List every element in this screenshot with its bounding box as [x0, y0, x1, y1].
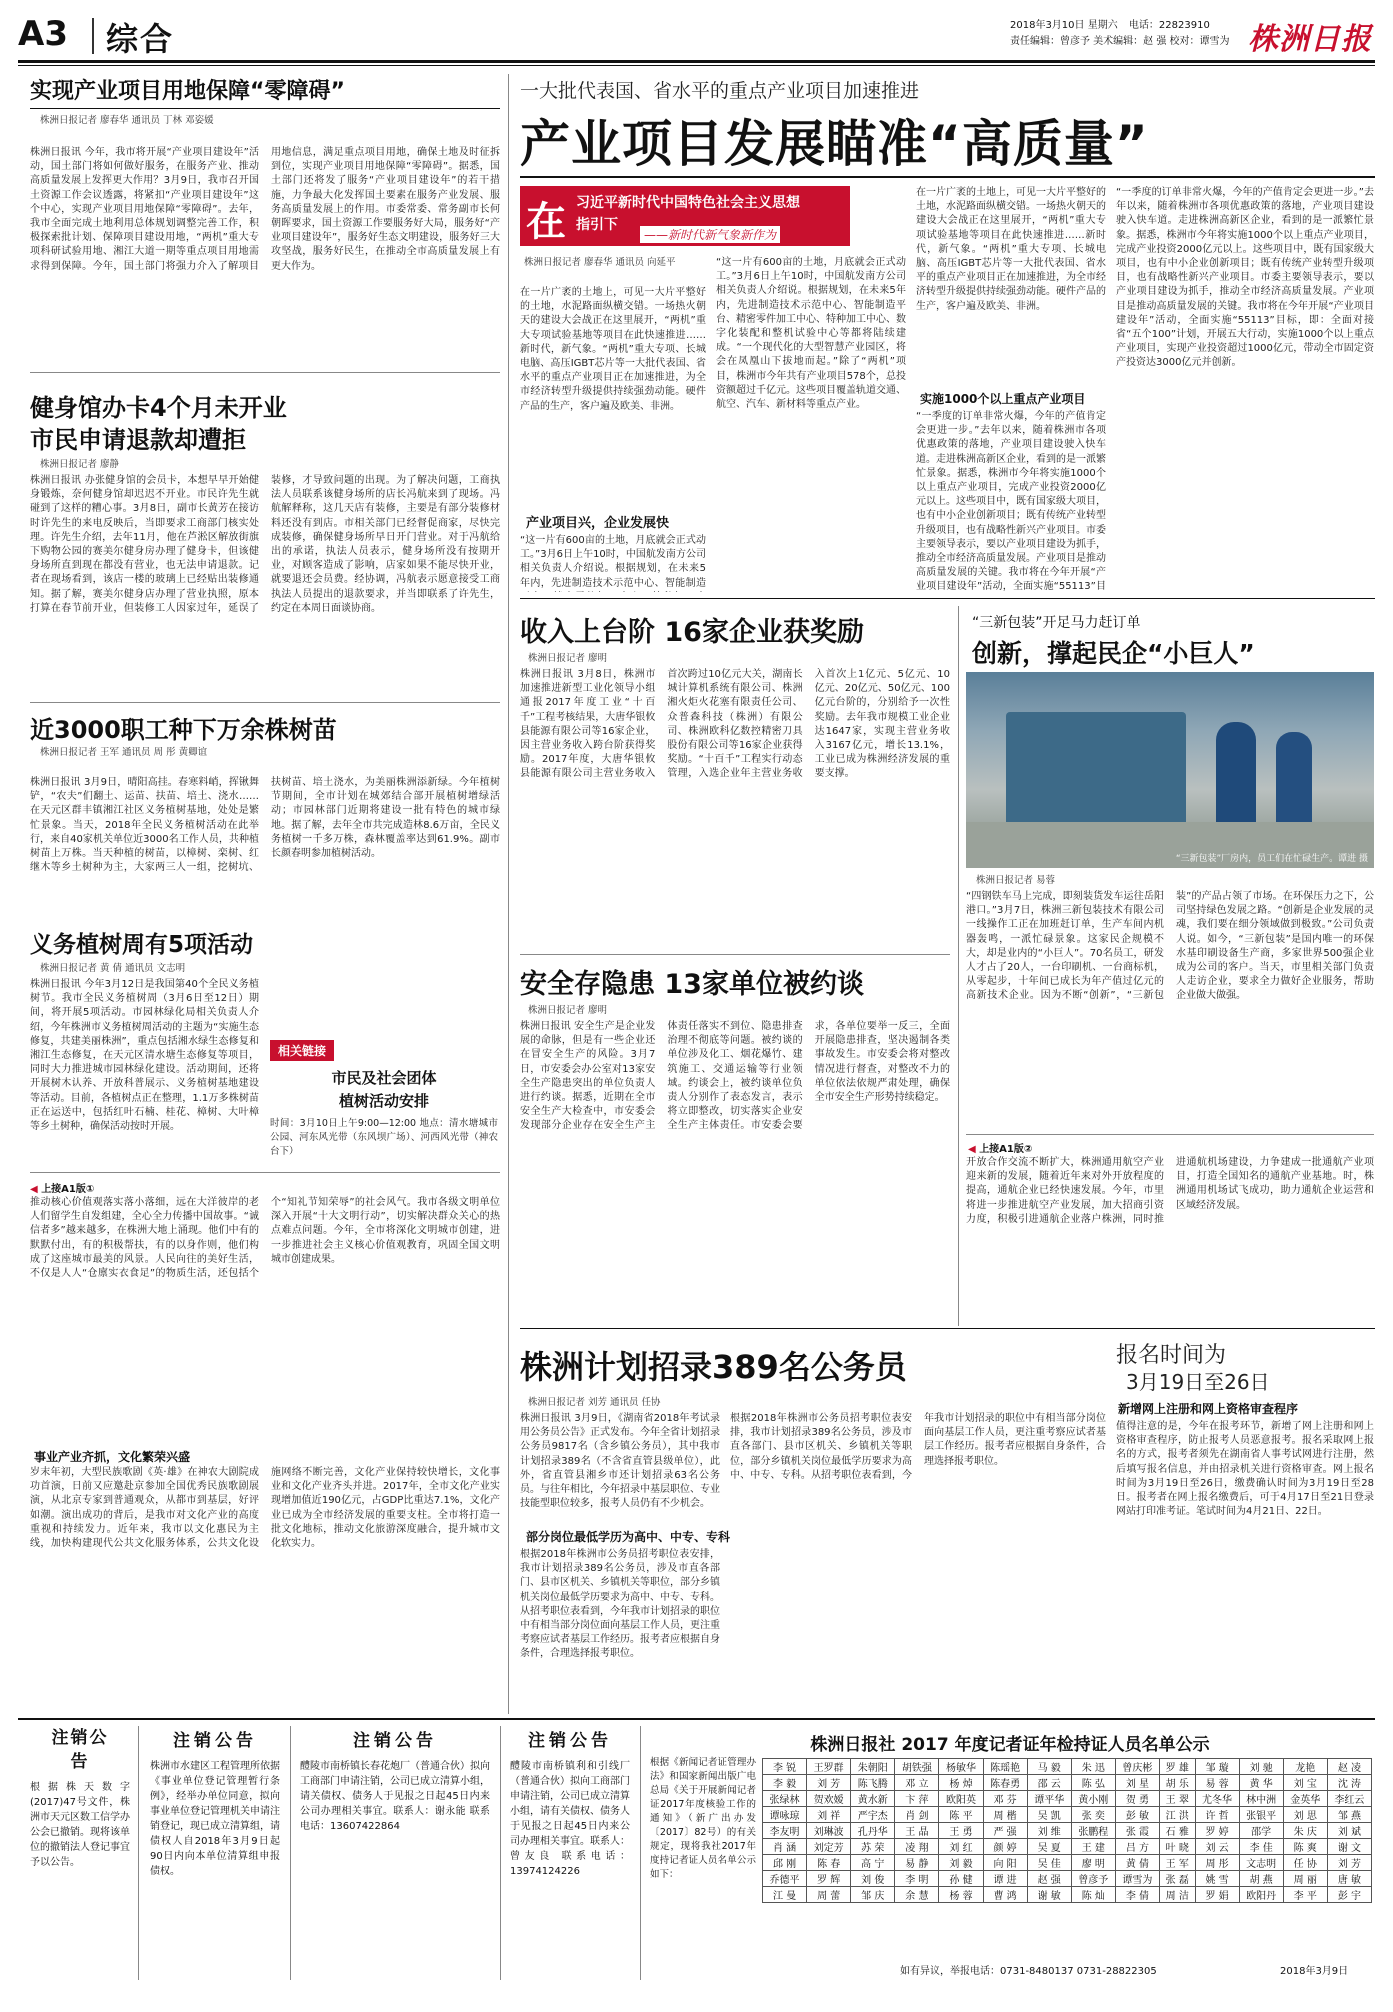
roster-name: 杨 蓉	[939, 1887, 983, 1903]
roster-name: 沈 涛	[1327, 1775, 1371, 1791]
article-gym-body: 株洲日报讯 办张健身馆的会员卡，本想早早开始健身锻炼，奈何健身馆却迟迟不开业。市民许先生就碰到了这样的糟心事。3月8日，副市长黄芳在接访时许先生的来电反映后，当即要求工商部门核实处理。许先生介绍，去年11月，他在芦淞区解放街旗下购物公园的赛美尔健身房办理了健身卡，但该健身场所直到现在都没有营业，也无法申请退款。记者在现场看到，该店一楼的玻璃上已经贴出装修通知。据了解，赛美尔健身店办理了营业执照，原本打算在春节前开业，但装修工人因家过年，延误了装修，才导致问题的出现。为了解决问题，工商执法人员联系该健身场所的店长冯航来到了现场。冯航解释称，这几天店有装修，主要是有部分装修材料还没有到店。市相关部门已经督促商家，尽快完成装修，确保健身场所早日开门营业。对于冯航给出的承诺，执法人员表示，健身场所没有按期开业，对顾客造成了影响，店家如果不能尽快开业，就要退还会员费。经协调，冯航表示愿意接受工商执法人员提出的退款要求，并当即联系了许先生，约定在本周日面谈协商。	[30, 475, 500, 614]
article-civil-side-title1: 报名时间为	[1116, 1343, 1227, 1368]
roster-name: 邓 立	[895, 1775, 939, 1791]
roster-name: 李红云	[1327, 1791, 1371, 1807]
article-land-body: 株洲日报讯 今年，我市将开展“产业项目建设年”活动，国土部门将如何做好服务，在服务产业、推动高质量发展上发挥更大作用？3月9日，我市召开国土资源工作会议透露，将紧扣“产业项目建设年”这个中心，实现产业项目用地保障“零障碍”。去年，我市全面完成土地利用总体规划调整完善工作，积极探索批计划、保障项目建设用地，“两机”重大专项科研试验用地、湘江大道一期等重点项目用地需求得到保障。今年，国土部门将强力介入了解项目用地信息，满足重点项目用地，确保土地及时征拆到位，实现产业项目用地保障“零障碍”。据悉，国土部门还将发了服务“产业项目建设年”的若干措施，力争最大化发挥国土要素在服务产业发展、服务高质量发展上的作用。市委常委、常务副市长何朝晖要求，国土资源工作要服务好大局，服务好“产业项目建设年”，服务好生态文明建设，服务好三大攻坚战，服务好民生，在推动全市高质量发展上有更大作为。	[30, 147, 500, 272]
roster-name: 卞 萍	[895, 1791, 939, 1807]
article-aviation-body: 开放合作交流不断扩大，株洲通用航空产业迎来新的发展，随着近年来对外开放程度的提高，通航企业已经快速发展。今年，市里将进一步推进航空产业发展，加大招商引资力度，积极引进通航企业落户株洲，同时推进通航机场建设，力争建成一批通航产业项目，打造全国知名的通航产业基地。时，株洲通用机场试飞成功，助力通航企业运营和区域经济发展。	[966, 1157, 1374, 1225]
article-civil-body: 株洲日报讯 3月9日，《湖南省2018年考试录用公务员公告》正式发布。今年全省计划招录公务员9817名（含乡镇公务员），其中我市计划招录389名（不含省直管县级单位），此外，省直管县湘乡市还计划招录63名公务员。与往年相比，今年招录中基层职位、专业技能型职位较多，报考人员仍有不少机会。	[520, 1413, 720, 1510]
roster-name: 王 晶	[895, 1823, 939, 1839]
roster-name: 杨敏华	[939, 1759, 983, 1775]
roster-name: 曾庆彬	[1115, 1759, 1159, 1775]
article-civil-title: 株洲计划招录389名公务员	[520, 1348, 907, 1386]
roster-name: 龙艳	[1283, 1759, 1327, 1775]
roster-name: 贺欢嫒	[807, 1791, 851, 1807]
roster-name: 朱 庆	[1283, 1823, 1327, 1839]
roster-name: 罗 雄	[1159, 1759, 1195, 1775]
roster-name: 陈 爽	[1283, 1839, 1327, 1855]
feature-body-col3: 在一片广袤的土地上，可见一大片平整好的土地，水泥路面纵横交错。一场热火朝天的建设大会战正在这里展开，“两机”重大专项试验基地等项目在此快速推进……新时代，新气象。“两机”重大专项、长城电脑、高压IGBT芯片等一大批代表国、省水平的重点产业项目正在加速推进，为全市经济转型升级提供持续强劲动能。硬件产品的生产，客户遍及欧美、非洲。	[916, 187, 1106, 312]
roster-name: 石 雅	[1159, 1823, 1195, 1839]
roster-name: 李 毅	[763, 1775, 807, 1791]
roster-footer: 如有异议，举报电话：0731-8480137 0731-28822305	[900, 1966, 1157, 1977]
roster-row	[763, 1791, 1372, 1807]
roster-name: 刘 芳	[1327, 1855, 1371, 1871]
roster-name: 孔丹华	[851, 1823, 895, 1839]
roster-name: 邱 刚	[763, 1855, 807, 1871]
roster-name: 李 倩	[1115, 1887, 1159, 1903]
banner-line2: 指引下	[576, 217, 618, 233]
roster-name: 黄 倩	[1115, 1855, 1159, 1871]
roster-name: 刘 星	[1115, 1775, 1159, 1791]
roster-name: 江 洪	[1159, 1807, 1195, 1823]
roster-name: 陈飞腾	[851, 1775, 895, 1791]
roster-name: 陈春勇	[983, 1775, 1027, 1791]
roster-name: 罗 辉	[807, 1871, 851, 1887]
divider	[30, 372, 500, 373]
factory-photo	[966, 672, 1374, 868]
article-trees-byline: 株洲日报记者 王军 通讯员 周 彤 黄卿谊	[40, 747, 208, 758]
notice-text: 株洲市水建区工程管理所依据《事业单位登记管理暂行条例》，经举办单位同意，拟向事业单位登记管理机关申请注销登记，现已成立清算组，请债权人自2018年3月9日起90日内向本单位清算组申报债权。	[150, 1761, 280, 1877]
article-sanxin-byline: 株洲日报记者 易蓉	[976, 875, 1056, 886]
notice-text: 根据株天数字(2017)47号文件，株洲市天元区数工信学办公会已撤销。现将该单位的撤销法人登记事宜予以公告。	[30, 1782, 130, 1868]
feature-body-col4: “一季度的订单非常火爆，今年的产值肯定会更进一步。”去年以来，随着株洲市各项优惠政策的落地，产业项目建设驶入快车道。走进株洲高新区企业，看到的是一派繁忙景象。据悉，株洲市今年将实施1000个以上重点产业项目，完成产业投资2000亿元以上。这些项目中，既有国家级大项目，也有中小企业创新项目；既有传统产业转型升级项目，也有战略性新兴产业项目。市委主要领导表示，要以产业项目建设为抓手，推动全市经济高质量发展。产业项目是推动高质量发展的关键。我市将在今年开展“产业项目建设年”活动，全面实施“55113”目标，即：全面对接省“五个100”计划，开展五大行动，实施1000个以上重点产业项目，实现产业投资超过1000亿元，带动全市固定资产投资达3000亿元并创新。	[1116, 187, 1374, 369]
roster-name: 易 蓉	[1195, 1775, 1239, 1791]
roster-title: 株洲日报社 2017 年度记者证年检持证人员名单公示	[810, 1735, 1210, 1755]
roster-name: 林中洲	[1239, 1791, 1283, 1807]
masthead-date	[1010, 16, 1210, 31]
notice-divider	[138, 1726, 139, 1980]
roster-name: 李 平	[1283, 1887, 1327, 1903]
roster-name: 罗 婷	[1195, 1823, 1239, 1839]
roster-name: 许 哲	[1195, 1807, 1239, 1823]
roster-name: 张 奕	[1071, 1807, 1115, 1823]
roster-name: 刘定芳	[807, 1839, 851, 1855]
roster-name: 周 洁	[1159, 1887, 1195, 1903]
roster-row	[763, 1855, 1372, 1871]
roster-table-wrap	[762, 1758, 1372, 1903]
roster-name: 乔德平	[763, 1871, 807, 1887]
roster-table	[762, 1758, 1372, 1903]
roster-name: 李 明	[895, 1871, 939, 1887]
roster-name: 陈 弘	[1071, 1775, 1115, 1791]
continued-arrow-icon: ◀	[30, 1184, 38, 1195]
roster-name: 王 军	[1159, 1855, 1195, 1871]
roster-row	[763, 1871, 1372, 1887]
roster-name: 凌 翔	[895, 1839, 939, 1855]
page-number: A3	[18, 14, 68, 54]
notice-1	[30, 1726, 130, 1980]
article-safety-title: 安全存隐患 13家单位被约谈	[520, 969, 864, 1000]
roster-name: 吕 方	[1115, 1839, 1159, 1855]
roster-row	[763, 1887, 1372, 1903]
masthead-divider	[92, 18, 94, 54]
feature-subhead1: 产业项目兴，企业发展快	[526, 516, 670, 531]
notice-text: 醴陵市南桥镇利和引线厂（普通合伙）拟向工商部门申请注销，公司已成立清算小组，请有关债权、债务人于见报之日起45日内来公司办理相关事宜。联系人：曾友良 联系电话：13974124226	[510, 1761, 630, 1877]
masthead-editors: 责任编辑：曾彦予 美术编辑：赵 强 校对：谭雪为	[1010, 36, 1230, 47]
feature-kicker: 一大批代表国、省水平的重点产业项目加速推进	[520, 80, 920, 102]
continued-arrow-icon: ◀	[968, 1144, 976, 1155]
roster-name: 黄小刚	[1071, 1791, 1115, 1807]
article-civil-byline: 株洲日报记者 刘芳 通讯员 任协	[528, 1397, 661, 1408]
roster-name: 肖 剑	[895, 1807, 939, 1823]
roster-name: 周 彤	[1195, 1855, 1239, 1871]
feature-body-col2: “这一片有600亩的土地，月底就会正式动工。”3月6日上午10时，中国航发南方公司相关负责人介绍说。根据规划，在未来5年内，先进制造技术示范中心、智能制造平台、精密零件加工中心、特种加工中心、数字化装配和整机试验中心等都将陆续建成。“一个现代化的大型智慧产业园区，将会在凤凰山下拔地而起。”除了“两机”项目，株洲市今年共有产业项目578个，总投资额超过千亿元。这些项目覆盖轨道交通、航空、汽车、新材料等重点产业。	[716, 257, 906, 411]
article-trees-title: 近3000职工种下万余株树苗	[30, 716, 337, 744]
roster-row	[763, 1775, 1372, 1791]
roster-name: 严 强	[983, 1823, 1027, 1839]
article-gym-title1: 健身馆办卡4个月未开业	[30, 394, 287, 422]
roster-row	[763, 1759, 1372, 1775]
article-land-title: 实现产业项目用地保障“零障碍”	[30, 79, 345, 104]
feature-title: 产业项目发展瞄准“高质量”	[520, 115, 1149, 173]
roster-name: 向 阳	[983, 1855, 1027, 1871]
related-link-box	[270, 1040, 498, 1164]
rule	[520, 598, 1375, 599]
roster-name: 姚 雪	[1195, 1871, 1239, 1887]
roster-name: 刘 思	[1283, 1807, 1327, 1823]
article-trees-body: 株洲日报讯 3月9日，晴阳高挂。春寒料峭，挥锹舞铲，“农夫”们翻土、运苗、扶苗、培土、浇水……在天元区群丰镇湘江社区义务植树基地，处处是繁忙景象。当天，2018年全民义务植树活动在此举行，来自40家机关单位近3000名工作人员，共种植树苗上万株。当天种植的树苗，以樟树、栾树、红继木等乡土树种为主，大家两三人一组，挖树坑、扶树苗、培土浇水，为美丽株洲添新绿。今年植树节期间，全市计划在城郊结合部开展植树增绿活动；市园林部门近期将建设一批有特色的城市绿地。据了解，去年全市共完成造林8.6万亩，全民义务植树一千多万株，森林覆盖率达到61.9%。副市长颜春明参加植树活动。	[30, 777, 500, 874]
roster-name: 谭平华	[1027, 1791, 1071, 1807]
roster-name: 杨 焯	[939, 1775, 983, 1791]
roster-name: 周 蕾	[807, 1887, 851, 1903]
roster-name: 胡铁强	[895, 1759, 939, 1775]
roster-name: 刘琳波	[807, 1823, 851, 1839]
newspaper-logo: 株洲日报	[1248, 22, 1372, 57]
continued-tag-text: 上接A1版①	[41, 1184, 95, 1195]
column-separator	[958, 606, 959, 1326]
divider	[30, 1172, 500, 1173]
roster-name: 谭咏琼	[763, 1807, 807, 1823]
article-safety-body: 株洲日报讯 安全生产是企业发展的命脉，但是有一些企业还在冒安全生产的风险。3月7日，市安委会办公室对13家安全生产隐患突出的单位负责人进行约谈。据悉，近期在全市安全生产大检查中，市安委会发现部分企业存在安全生产主体责任落实不到位、隐患排查治理不彻底等问题。被约谈的单位涉及化工、烟花爆竹、建筑施工、交通运输等行业领域。约谈会上，被约谈单位负责人分别作了表态发言，表示将立即整改，切实落实企业安全生产主体责任。市安委会要求，各单位要举一反三，全面开展隐患排查，坚决遏制各类事故发生。市安委会将对整改情况进行督查，对整改不力的单位依法依规严肃处理，确保全市安全生产形势持续稳定。	[520, 1021, 950, 1132]
article-civil-subhead2: 新增网上注册和网上资格审查程序	[1118, 1402, 1299, 1416]
roster-name: 刘 俊	[851, 1871, 895, 1887]
roster-name: 肖 涵	[763, 1839, 807, 1855]
notice-divider	[640, 1726, 641, 1980]
article-civil-body3: 值得注意的是，今年在报考环节，新增了网上注册和网上资格审查程序，防止报考人员恶意报考。报名采取网上报名的方式，报考者须先在湖南省人事考试网进行注册，然后填写报名信息，并由招录机关进行资格审查。网上报名时间为3月19日至26日，缴费确认时间为3月19日至28日。报考者在网上报名缴费后，可于4月17日至21日登录网站打印准考证。笔试时间为4月21日、22日。	[1116, 1421, 1374, 1518]
notice-2	[150, 1726, 280, 1980]
notice-divider	[500, 1726, 501, 1980]
roster-name: 陈 春	[807, 1855, 851, 1871]
article-gym-title2: 市民申请退款却遭拒	[30, 426, 246, 454]
article-culture-body2: 岁末年初，大型民族歌剧《英·雄》在神农大剧院成功首演，日前又应邀赴京参加全国优秀民族歌剧展演，从北京专家到普通观众，从都市到基层，好评如潮。演出成功的背后，是我市对文化产业的高度重视和持续发力。近年来，我市以文化惠民为主线，加快构建现代公共文化服务体系，公共文化设施网络不断完善，文化产业保持较快增长，文化事业和文化产业齐头并进。2017年，全市文化产业实现增加值近190亿元，占GDP比重达7.1%，文化产业已成为全市经济发展的重要支柱。全市将打造一批文化地标，推动文化旅游深度融合，提升城市文化软实力。	[30, 1467, 500, 1550]
article-plant-week-title: 义务植树周有5项活动	[30, 932, 254, 958]
roster-name: 邓 芬	[983, 1791, 1027, 1807]
notice-text: 醴陵市南桥镇长春花炮厂（普通合伙）拟向工商部门申请注销，公司已成立清算小组，请关债权、债务人于见报之日起45日内来公司办理相关事宜。联系人：谢永能 联系电话：13607422864	[300, 1761, 490, 1832]
roster-name: 孙 健	[939, 1871, 983, 1887]
roster-name: 彭 宇	[1327, 1887, 1371, 1903]
roster-name: 唐 敏	[1327, 1871, 1371, 1887]
roster-intro: 根据《新闻记者证管理办法》和国家新闻出版广电总局《关于开展新闻记者证2017年度核验工作的通知》（新广出办发〔2017〕82号）的有关规定，现将我社2017年度持记者证人员名单公示如下：	[650, 1757, 756, 1880]
roster-name: 朱朝阳	[851, 1759, 895, 1775]
roster-name: 廖 明	[1071, 1855, 1115, 1871]
notice-title: 注销公告	[353, 1731, 437, 1751]
roster-name: 曾彦予	[1071, 1871, 1115, 1887]
roster-name: 高 宁	[851, 1855, 895, 1871]
roster-name: 谭 进	[983, 1871, 1027, 1887]
article-income-body: 株洲日报讯 3月8日，株洲市加速推进新型工业化领导小组通报2017年度工业“十百千”工程考核结果，大唐华银攸县能源有限公司等16家企业，因主营业务收入跨台阶获得奖励。2017年度，大唐华银攸县能源有限公司主营业务收入首次跨过10亿元大关，湖南长城计算机系统有限公司、株洲湘火炬火花塞有限责任公司、众普森科技（株洲）有限公司、株洲欧科亿数控精密刀具股份有限公司等16家企业获得奖励。“十百千”工程实行动态管理，入选企业年主营业务收入首次上1亿元、5亿元、10亿元、20亿元、50亿元、100亿元台阶的，分别给予一次性奖励。去年我市规模工业企业达1647家，实现主营业务收入3167亿元，增长13.1%，工业已成为株洲经济发展的重要支撑。	[520, 669, 950, 780]
roster-name: 胡 燕	[1239, 1871, 1283, 1887]
roster-name: 张绿林	[763, 1791, 807, 1807]
article-plant-week-body: 株洲日报讯 今年3月12日是我国第40个全民义务植树节。我市全民义务植树周（3月6日至12日）期间，将开展5项活动。市园林绿化局相关负责人介绍，今年株洲市义务植树周活动的主题为“实施生态修复，共建美丽株洲”，重点包括湘水绿生态修复和湘江生态修复，在天元区清水塘生态修复等项目，同时大力推进城市园林绿化建设。活动期间，还将开展树木认养、开放科普展示、义务植树基地建设等活动。目前，各植树点正在整理，1.1万多株树苗正在运送中，包括红叶石楠、桂花、樟树、大叶樟等乡土树种，确保活动按时开展。	[30, 979, 259, 1133]
continued-tag-2	[968, 1140, 1032, 1155]
roster-name: 陈 灿	[1071, 1887, 1115, 1903]
rule	[520, 176, 1375, 178]
rule	[520, 1328, 1375, 1329]
roster-name: 邵 云	[1027, 1775, 1071, 1791]
roster-name: 余 慧	[895, 1887, 939, 1903]
related-link-text: 时间：3月10日上午9:00—12:00 地点：清水塘城市公园、河东风光带（东风坝广场）、河西风光带（神农台下）	[270, 1118, 498, 1158]
notice-3	[300, 1726, 490, 1980]
roster-name: 陈瑶艳	[983, 1759, 1027, 1775]
article-income-title: 收入上台阶 16家企业获奖励	[520, 617, 864, 648]
article-sanxin-title: 创新，撑起民企“小巨人”	[972, 639, 1255, 668]
roster-name: 陈 平	[939, 1807, 983, 1823]
roster-row	[763, 1823, 1372, 1839]
roster-name: 谭雪为	[1115, 1871, 1159, 1887]
roster-name: 张银平	[1239, 1807, 1283, 1823]
roster-name: 邹 璇	[1195, 1759, 1239, 1775]
continued-tag-text: 上接A1版②	[979, 1144, 1033, 1155]
roster-name: 黄水新	[851, 1791, 895, 1807]
column-separator	[508, 74, 509, 1714]
article-sanxin-body: “四钢铁车马上完成，即刻装货发车运往岳阳港口。”3月7日，株洲三新包装技术有限公司一线操作工正在加班赶订单，生产车间内机器轰鸣，一派忙碌景象。这家民企规模不大，却是业内的“小巨人”。70名员工，研发人才占了20人，一台印刷机、一台商标机，从零起步，十年间已成长为年产值过亿元的高新技术企业。因为不断“创新”，“三新包装”的产品占领了市场。在环保压力之下，公司坚持绿色发展之路。“创新是企业发展的灵魂，我们要在细分领域做到极致。”公司负责人说。如今，“三新包装”是国内唯一的环保水基印刷设备生产商，多家世界500强企业成为公司的客户。当天，市里相关部门负责人走访企业，要求全力做好企业服务，帮助企业做大做强。	[966, 891, 1374, 1002]
roster-name: 赵 强	[1027, 1871, 1071, 1887]
notice-4	[510, 1726, 630, 1980]
roster-name: 严宇杰	[851, 1807, 895, 1823]
roster-name: 刘 驰	[1239, 1759, 1283, 1775]
roster-name: 文志明	[1239, 1855, 1283, 1871]
roster-name: 贺 勇	[1115, 1791, 1159, 1807]
divider	[966, 1134, 1374, 1135]
roster-name: 刘 祥	[807, 1807, 851, 1823]
divider	[30, 702, 500, 703]
feature-body: 在一片广袤的土地上，可见一大片平整好的土地，水泥路面纵横交错。一场热火朝天的建设大会战正在这里展开，“两机”重大专项试验基地等项目在此快速推进……新时代，新气象。“两机”重大专项、长城电脑、高压IGBT芯片等一大批代表国、省水平的重点产业项目正在加速推进，为全市经济转型升级提供持续强劲动能。硬件产品的生产，客户遍及欧美、非洲。	[520, 287, 706, 412]
date-text: 2018年3月10日 星期六	[1010, 20, 1118, 31]
roster-name: 张鹏程	[1071, 1823, 1115, 1839]
roster-name: 谢 文	[1327, 1839, 1371, 1855]
roster-name: 尤冬华	[1195, 1791, 1239, 1807]
roster-name: 刘 宝	[1283, 1775, 1327, 1791]
roster-name: 刘 红	[939, 1839, 983, 1855]
article-civil-body-cols: 根据2018年株洲市公务员招考职位表安排，我市计划招录389名公务员，涉及市直各部门、县市区机关、乡镇机关等职位，部分乡镇机关岗位最低学历要求为高中、中专、专科。从招考职位表看到，今年我市计划招录的职位中有相当部分岗位面向基层工作人员，更注重考察应试者基层工作经历。报考者应根据自身条件，合理选择报考职位。	[730, 1413, 1106, 1481]
roster-name: 张 霞	[1115, 1823, 1159, 1839]
article-income-byline: 株洲日报记者 廖明	[528, 653, 608, 664]
banner-line1: 习近平新时代中国特色社会主义思想	[576, 195, 800, 211]
related-link-title2: 植树活动安排	[338, 1092, 429, 1110]
roster-name: 邹 燕	[1327, 1807, 1371, 1823]
section-title: 综合	[106, 20, 175, 58]
divider	[520, 954, 950, 955]
notice-title: 注销公告	[51, 1728, 109, 1772]
roster-name: 邵学	[1239, 1823, 1283, 1839]
roster-name: 马 毅	[1027, 1759, 1071, 1775]
roster-name: 胡 乐	[1159, 1775, 1195, 1791]
roster-name: 王罗群	[807, 1759, 851, 1775]
article-culture-body: 推动核心价值观落实落小落细，远在大洋彼岸的老人们留学生自发组建，全心全力传播中国故事。“诚信者多”越来越多，在株洲大地上涌现。他们中有的默默付出，有的积极帮扶，有的以身作则，他们构成了这座城市最美的风景。人民向往的美好生活，不仅是人人“仓廪实衣食足”的物质生活，还包括个个“知礼节知荣辱”的社会风气。我市各级文明单位深入开展“十大文明行动”，切实解决群众关心的热点难点问题。今年，全市将深化文明城市创建，进一步推进社会主义核心价值观教育，巩固全国文明城市创建成果。	[30, 1197, 500, 1280]
roster-name: 罗 娟	[1195, 1887, 1239, 1903]
roster-name: 叶 晓	[1159, 1839, 1195, 1855]
banner-big-char: 在	[526, 198, 566, 245]
masthead-rule	[18, 60, 1375, 63]
article-civil-side-title2: 3月19日至26日	[1126, 1370, 1270, 1394]
roster-name: 刘 维	[1027, 1823, 1071, 1839]
feature-body2: “这一片有600亩的土地，月底就会正式动工。”3月6日上午10时，中国航发南方公司相关负责人介绍说。根据规划，在未来5年内，先进制造技术示范中心、智能制造	[520, 535, 706, 589]
roster-name: 张 磊	[1159, 1871, 1195, 1887]
roster-name: 王 建	[1071, 1839, 1115, 1855]
roster-name: 周 丽	[1283, 1871, 1327, 1887]
roster-name: 刘 芳	[807, 1775, 851, 1791]
notice-divider	[290, 1726, 291, 1980]
phone-text: 电话：22823910	[1128, 20, 1210, 31]
notice-title: 注销公告	[173, 1731, 257, 1751]
feature-subhead2: 实施1000个以上重点产业项目	[920, 392, 1086, 406]
article-culture-subhead: 事业产业齐抓，文化繁荣兴盛	[34, 1450, 191, 1464]
feature-byline: 株洲日报记者 廖春华 通讯员 向延平	[524, 257, 676, 268]
rule	[30, 108, 500, 109]
notices-rule	[18, 1718, 1375, 1720]
roster-name: 欧阳丹	[1239, 1887, 1283, 1903]
roster-name: 周 楷	[983, 1807, 1027, 1823]
roster-name: 颜 婷	[983, 1839, 1027, 1855]
feature-body3: “一季度的订单非常火爆，今年的产值肯定会更进一步。”去年以来，随着株洲市各项优惠政策的落地，产业项目建设驶入快车道。走进株洲高新区企业，看到的是一派繁忙景象。据悉，株洲市今年将实施1000个以上重点产业项目，完成产业投资2000亿元以上。这些项目中，既有国家级大项目，也有中小企业创新项目；既有传统产业转型升级项目，也有战略性新兴产业项目。市委主要领导表示，要以产业项目建设为抓手，推动全市经济高质量发展。产业项目是推动高质量发展的关键。我市将在今年开展“产业项目建设年”活动，全面实施“55113”目	[916, 411, 1106, 592]
roster-name: 谢 敏	[1027, 1887, 1071, 1903]
related-link-title1: 市民及社会团体	[331, 1069, 437, 1087]
roster-name: 曹 鸿	[983, 1887, 1027, 1903]
photo-caption: “三新包装”厂房内，员工们在忙碌生产。谭进 摄	[1175, 854, 1368, 864]
roster-name: 王 翠	[1159, 1791, 1195, 1807]
roster-row	[763, 1839, 1372, 1855]
roster-name: 朱 迅	[1071, 1759, 1115, 1775]
roster-name: 金英华	[1283, 1791, 1327, 1807]
masthead-rule-thin	[18, 65, 1375, 66]
roster-name: 邹 庆	[851, 1887, 895, 1903]
roster-name: 刘 毅	[939, 1855, 983, 1871]
article-civil-subhead1: 部分岗位最低学历为高中、中专、专科	[526, 1530, 731, 1544]
notice-title: 注销公告	[528, 1731, 612, 1751]
roster-row	[763, 1807, 1372, 1823]
article-land-byline: 株洲日报记者 廖春华 通讯员 丁林 邓姿媛	[40, 115, 214, 126]
roster-date: 2018年3月9日	[1280, 1966, 1349, 1977]
roster-name: 任 协	[1283, 1855, 1327, 1871]
banner-line3: ——新时代新气象新作为	[640, 226, 780, 243]
worker-figure	[1276, 732, 1312, 832]
related-link-tag: 相关链接	[270, 1040, 334, 1061]
article-sanxin-kicker: “三新包装”开足马力赶订单	[972, 615, 1141, 631]
roster-name: 黄 华	[1239, 1775, 1283, 1791]
machine-shape	[1006, 712, 1186, 832]
roster-name: 李 锐	[763, 1759, 807, 1775]
roster-name: 赵 凌	[1327, 1759, 1371, 1775]
article-civil-body2: 根据2018年株洲市公务员招考职位表安排，我市计划招录389名公务员，涉及市直各部门、县市区机关、乡镇机关等职位，部分乡镇机关岗位最低学历要求为高中、中专、专科。从招考职位表看到，今年我市计划招录的职位中有相当部分岗位面向基层工作人员，更注重考察应试者基层工作经历。报考者应根据自身条件，合理选择报考职位。	[520, 1549, 720, 1660]
article-gym-byline: 株洲日报记者 廖静	[40, 459, 120, 470]
roster-name: 吴 佳	[1027, 1855, 1071, 1871]
roster-name: 吴 夏	[1027, 1839, 1071, 1855]
roster-name: 易 静	[895, 1855, 939, 1871]
roster-name: 李友明	[763, 1823, 807, 1839]
worker-figure	[1216, 722, 1256, 832]
roster-name: 李 佳	[1239, 1839, 1283, 1855]
roster-name: 江 曼	[763, 1887, 807, 1903]
continued-tag-1	[30, 1180, 94, 1195]
roster-name: 刘 云	[1195, 1839, 1239, 1855]
roster-name: 吴 凯	[1027, 1807, 1071, 1823]
article-plant-week-byline: 株洲日报记者 黄 倩 通讯员 文志明	[40, 963, 186, 974]
roster-name: 彭 敏	[1115, 1807, 1159, 1823]
roster-name: 王 勇	[939, 1823, 983, 1839]
roster-name: 苏 荣	[851, 1839, 895, 1855]
roster-name: 欧阳英	[939, 1791, 983, 1807]
article-safety-byline: 株洲日报记者 廖明	[528, 1005, 608, 1016]
roster-name: 刘 斌	[1327, 1823, 1371, 1839]
